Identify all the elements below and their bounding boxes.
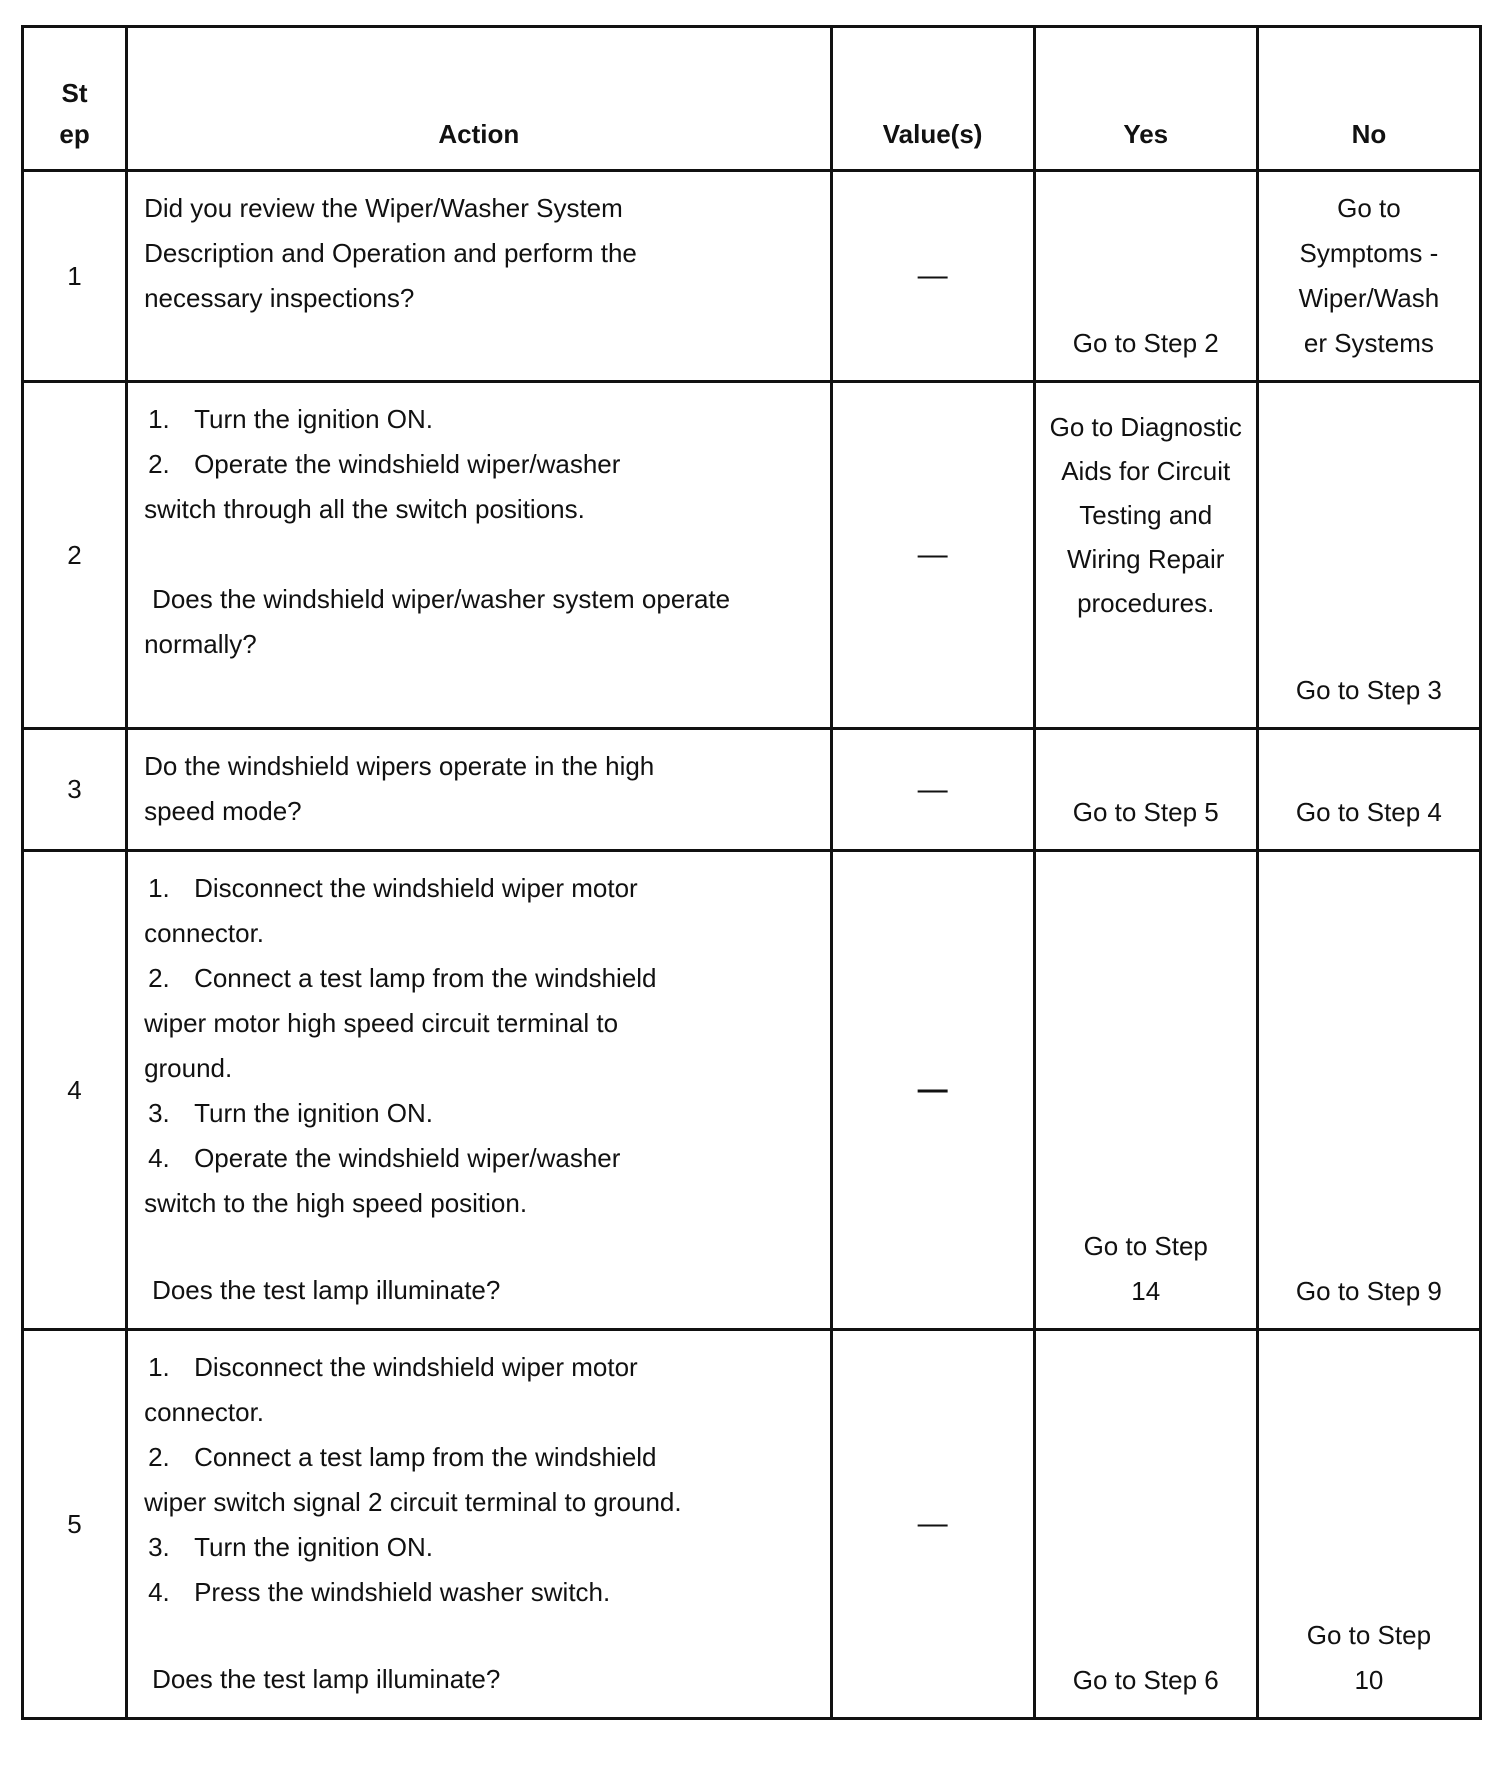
item-number: 4. [148, 1143, 170, 1173]
no-link: Go to Step 3 [1295, 675, 1442, 705]
value-dash: — [917, 259, 948, 292]
action-line: connector. [144, 918, 265, 948]
yes-link: Go to Step 2 [1072, 328, 1219, 358]
item-number: 3. [148, 1532, 170, 1562]
header-values: Value(s) [831, 27, 1034, 171]
action-line [144, 956, 813, 1001]
no-line: Go to [1337, 193, 1401, 223]
value-dash: — [917, 772, 948, 806]
header-row [23, 27, 1481, 171]
item-text: Turn the ignition ON. [194, 1532, 433, 1562]
no-link: Go to Step 9 [1295, 1276, 1442, 1306]
value-cell [831, 729, 1034, 851]
item-text: Operate the windshield wiper/washer [194, 1143, 621, 1173]
action-cell [127, 171, 831, 382]
action-line: ground. [144, 1053, 233, 1083]
no-cell [1257, 1330, 1480, 1719]
no-line: Symptoms - [1299, 238, 1439, 268]
step-number: 1 [23, 171, 127, 382]
action-line [144, 1435, 813, 1480]
action-line [144, 866, 813, 911]
item-number: 3. [148, 1098, 170, 1128]
item-number: 2. [148, 963, 170, 993]
item-text: Connect a test lamp from the windshield [194, 963, 657, 993]
step-number: 5 [23, 1330, 127, 1719]
yes-line: procedures. [1077, 588, 1215, 618]
item-number: 4. [148, 1577, 170, 1607]
value-dash: — [917, 538, 948, 571]
action-cell [127, 729, 831, 851]
step-number: 2 [23, 382, 127, 729]
action-cell [127, 1330, 831, 1719]
yes-line: Wiring Repair [1066, 544, 1225, 574]
spacer [144, 532, 813, 577]
no-line: Go to Step [1306, 1620, 1432, 1650]
header-step [23, 27, 127, 171]
spacer [144, 1615, 813, 1657]
table-row [23, 1330, 1481, 1719]
action-cell [127, 382, 831, 729]
step-number: 3 [23, 729, 127, 851]
action-line: Description and Operation and perform the [144, 238, 637, 268]
yes-line: Go to Step [1083, 1231, 1208, 1261]
yes-cell [1034, 1330, 1257, 1719]
no-cell [1257, 851, 1480, 1330]
header-step-line2: ep [59, 119, 90, 149]
action-line: Do the windshield wipers operate in the high [144, 751, 655, 781]
action-line [144, 1525, 813, 1570]
item-number: 1. [148, 404, 170, 434]
action-question: Does the test lamp illuminate? [152, 1275, 501, 1305]
action-line [144, 442, 813, 487]
no-line: Wiper/Wash [1298, 283, 1440, 313]
no-link: Go to Step 4 [1295, 797, 1442, 827]
value-cell [831, 1330, 1034, 1719]
action-line [144, 1570, 813, 1615]
item-text: Disconnect the windshield wiper motor [194, 1352, 638, 1382]
no-line: er Systems [1303, 328, 1434, 358]
item-text: Disconnect the windshield wiper motor [194, 873, 638, 903]
yes-link: Go to Step 6 [1072, 1665, 1219, 1695]
no-cell [1257, 729, 1480, 851]
item-text: Press the windshield washer switch. [194, 1577, 611, 1607]
table-row [23, 729, 1481, 851]
yes-cell [1034, 851, 1257, 1330]
item-text: Turn the ignition ON. [194, 404, 433, 434]
action-line: wiper switch signal 2 circuit terminal to ground. [144, 1487, 682, 1517]
action-line: necessary inspections? [144, 283, 415, 313]
action-line: wiper motor high speed circuit terminal to [144, 1008, 619, 1038]
yes-cell [1034, 729, 1257, 851]
action-line: connector. [144, 1397, 265, 1427]
no-line: 10 [1354, 1665, 1384, 1695]
header-yes: Yes [1034, 27, 1257, 171]
action-line: speed mode? [144, 796, 302, 826]
action-question: Does the test lamp illuminate? [152, 1664, 501, 1694]
action-question: normally? [144, 629, 257, 659]
diagnostic-table [21, 25, 1482, 1720]
yes-link: Go to Step 5 [1072, 797, 1219, 827]
header-no: No [1257, 27, 1480, 171]
action-line: switch through all the switch positions. [144, 494, 585, 524]
item-number: 1. [148, 873, 170, 903]
action-line [144, 1136, 813, 1181]
value-cell [831, 851, 1034, 1330]
value-cell [831, 171, 1034, 382]
yes-line: Testing and [1079, 500, 1213, 530]
no-cell [1257, 171, 1480, 382]
yes-cell [1034, 171, 1257, 382]
spacer [144, 1226, 813, 1268]
action-cell [127, 851, 831, 1330]
yes-line: Aids for Circuit [1061, 456, 1231, 486]
value-dash: — [917, 1073, 948, 1106]
item-text: Operate the windshield wiper/washer [194, 449, 621, 479]
action-line: switch to the high speed position. [144, 1188, 528, 1218]
action-line [144, 397, 813, 442]
value-dash: — [917, 1507, 948, 1540]
item-text: Connect a test lamp from the windshield [194, 1442, 657, 1472]
action-question: Does the windshield wiper/washer system operate [152, 584, 731, 614]
table-row [23, 171, 1481, 382]
action-line [144, 1091, 813, 1136]
action-line: Did you review the Wiper/Washer System [144, 193, 623, 223]
header-action: Action [127, 27, 831, 171]
yes-line: Go to Diagnostic [1049, 412, 1242, 442]
value-cell [831, 382, 1034, 729]
item-number: 2. [148, 449, 170, 479]
item-text: Turn the ignition ON. [194, 1098, 433, 1128]
yes-line: 14 [1131, 1276, 1161, 1306]
item-number: 2. [148, 1442, 170, 1472]
table-row [23, 851, 1481, 1330]
action-line [144, 1345, 813, 1390]
step-number: 4 [23, 851, 127, 1330]
header-step-line1: St [61, 78, 88, 108]
table-row [23, 382, 1481, 729]
item-number: 1. [148, 1352, 170, 1382]
no-cell [1257, 382, 1480, 729]
yes-cell [1034, 382, 1257, 729]
